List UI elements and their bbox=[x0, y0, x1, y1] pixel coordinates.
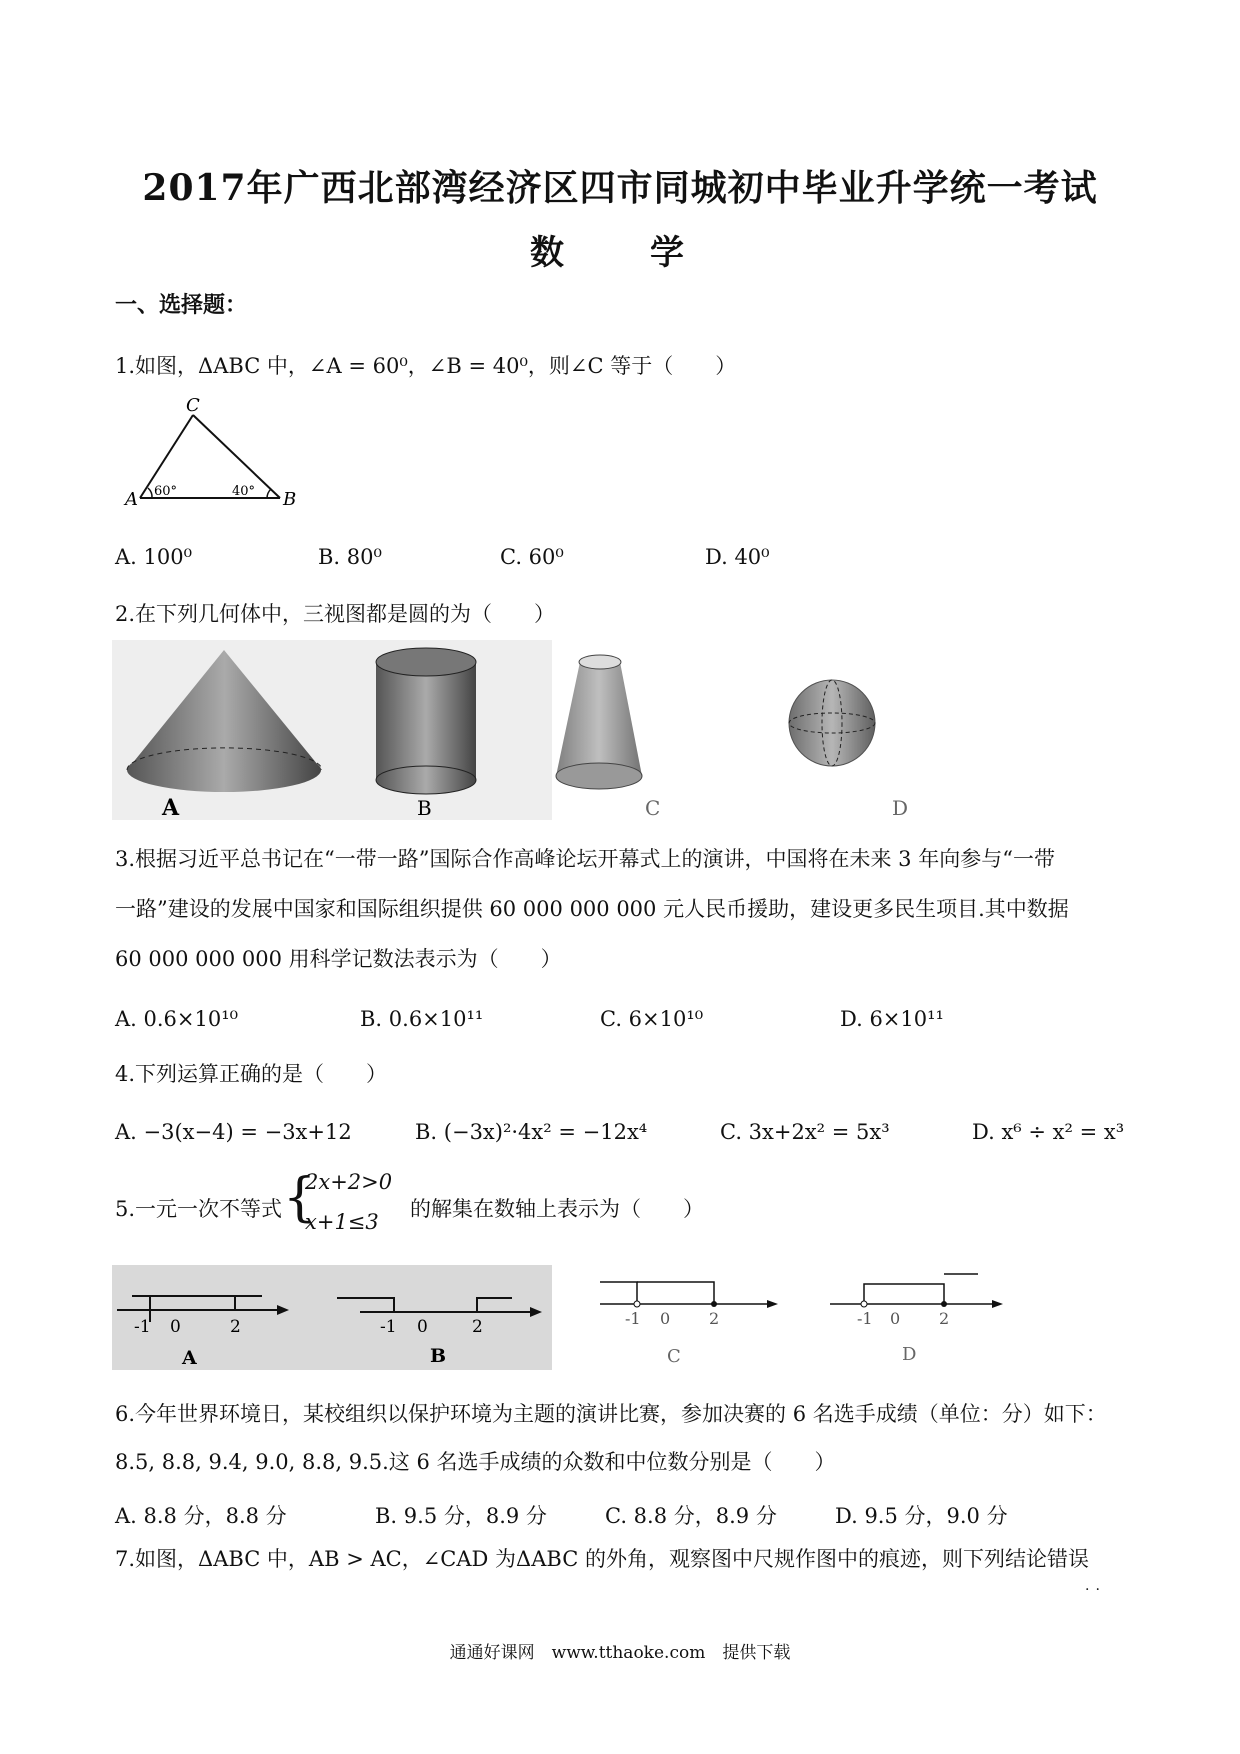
tick-b-0: 0 bbox=[417, 1317, 428, 1337]
question-3-line-3: 60 000 000 000 用科学记数法表示为（ ） bbox=[115, 947, 562, 971]
question-5-prefix: 5.一元一次不等式 bbox=[115, 1197, 283, 1221]
tick-d-0: 0 bbox=[890, 1309, 901, 1328]
q4-option-a[interactable]: A. −3(x−4) = −3x+12 bbox=[115, 1120, 352, 1144]
numberline-label-c: C bbox=[667, 1346, 681, 1367]
section-heading: 一、选择题： bbox=[115, 292, 248, 318]
question-5-suffix: 的解集在数轴上表示为（ ） bbox=[410, 1197, 704, 1221]
question-6-line-2: 8.5, 8.8, 9.4, 9.0, 8.8, 9.5.这 6 名选手成绩的众数和中位数分别是（ ） bbox=[115, 1450, 836, 1474]
q3-option-c[interactable]: C. 6×10¹⁰ bbox=[600, 1007, 704, 1031]
question-6-line-1: 6.今年世界环境日，某校组织以保护环境为主题的演讲比赛，参加决赛的 6 名选手成绩（单位：分）如下： bbox=[115, 1402, 1107, 1426]
q3-option-b[interactable]: B. 0.6×10¹¹ bbox=[360, 1007, 484, 1031]
tick-c-0: 0 bbox=[660, 1309, 671, 1328]
vertex-c-label: C bbox=[186, 395, 200, 416]
q6-option-c[interactable]: C. 8.8 分，8.9 分 bbox=[605, 1504, 777, 1528]
frustum-icon bbox=[556, 655, 642, 789]
numberline-b bbox=[337, 1298, 542, 1367]
question-2-text: 2.在下列几何体中，三视图都是圆的为（ ） bbox=[115, 602, 556, 626]
tick-c-2: 2 bbox=[709, 1309, 720, 1328]
tick-a-neg1: -1 bbox=[134, 1317, 151, 1337]
question-1-text: 1.如图，ΔABC 中，∠A = 60⁰，∠B = 40⁰，则∠C 等于（ ） bbox=[115, 354, 737, 378]
numberline-label-d: D bbox=[902, 1344, 917, 1365]
q1-option-a[interactable]: A. 100⁰ bbox=[115, 545, 193, 569]
solid-label-b: B bbox=[417, 796, 432, 820]
q6-option-a[interactable]: A. 8.8 分，8.8 分 bbox=[115, 1504, 287, 1528]
numberline-label-a: A bbox=[182, 1347, 197, 1369]
tick-a-0: 0 bbox=[170, 1317, 181, 1337]
question-7-text: 7.如图，ΔABC 中，AB > AC，∠CAD 为ΔABC 的外角，观察图中尺规作图中的痕迹，则下列结论错误 bbox=[115, 1547, 1089, 1571]
angle-a-label: 60° bbox=[154, 484, 178, 499]
numberline-a bbox=[117, 1296, 289, 1369]
q3-option-d[interactable]: D. 6×10¹¹ bbox=[840, 1007, 944, 1031]
subject-title: 数 学 bbox=[530, 233, 710, 273]
q1-option-b[interactable]: B. 80⁰ bbox=[318, 545, 382, 569]
inequality-1: 2x+2>0 bbox=[305, 1170, 393, 1194]
solid-label-c: C bbox=[645, 796, 661, 820]
tick-d-2: 2 bbox=[939, 1309, 950, 1328]
exam-title: 2017年广西北部湾经济区四市同城初中毕业升学统一考试 bbox=[142, 167, 1098, 209]
inequality-2: x+1≤3 bbox=[305, 1210, 379, 1234]
numberlines-figure bbox=[112, 1262, 1012, 1382]
q4-option-c[interactable]: C. 3x+2x² = 5x³ bbox=[720, 1120, 890, 1144]
question-3-line-1: 3.根据习近平总书记在“一带一路”国际合作高峰论坛开幕式上的演讲，中国将在未来 3 年向参与“一带 bbox=[115, 847, 1055, 871]
q6-option-b[interactable]: B. 9.5 分，8.9 分 bbox=[375, 1504, 547, 1528]
q3-option-a[interactable]: A. 0.6×10¹⁰ bbox=[115, 1007, 239, 1031]
numberline-d bbox=[830, 1274, 1003, 1365]
triangle-figure bbox=[120, 395, 310, 515]
angle-b-label: 40° bbox=[232, 484, 256, 499]
q4-option-d[interactable]: D. x⁶ ÷ x² = x³ bbox=[972, 1120, 1125, 1144]
q1-option-c[interactable]: C. 60⁰ bbox=[500, 545, 564, 569]
vertex-b-label: B bbox=[283, 489, 297, 510]
q4-option-b[interactable]: B. (−3x)²·4x² = −12x⁴ bbox=[415, 1120, 648, 1144]
tick-b-neg1: -1 bbox=[380, 1317, 397, 1337]
tick-c-neg1: -1 bbox=[625, 1309, 641, 1328]
cone-icon bbox=[127, 650, 322, 792]
emphasis-dots: .. bbox=[1085, 1578, 1106, 1594]
tick-a-2: 2 bbox=[230, 1317, 241, 1337]
question-4-text: 4.下列运算正确的是（ ） bbox=[115, 1062, 388, 1086]
solid-label-d: D bbox=[892, 796, 909, 820]
solids-figure bbox=[112, 640, 1112, 820]
question-3-line-2: 一路”建设的发展中国家和国际组织提供 60 000 000 000 元人民币援助，建设更多民生项目.其中数据 bbox=[115, 897, 1069, 921]
tick-d-neg1: -1 bbox=[857, 1309, 873, 1328]
brace-icon: { bbox=[283, 1168, 317, 1228]
solid-label-a: A bbox=[162, 795, 180, 820]
cylinder-icon bbox=[376, 648, 476, 794]
tick-b-2: 2 bbox=[472, 1317, 483, 1337]
q6-option-d[interactable]: D. 9.5 分，9.0 分 bbox=[835, 1504, 1008, 1528]
page-footer: 通通好课网 www.tthaoke.com 提供下载 bbox=[449, 1643, 791, 1663]
numberline-c bbox=[600, 1282, 778, 1367]
q1-option-d[interactable]: D. 40⁰ bbox=[705, 545, 770, 569]
vertex-a-label: A bbox=[125, 489, 138, 510]
numberline-label-b: B bbox=[430, 1345, 447, 1367]
sphere-icon bbox=[789, 680, 875, 766]
